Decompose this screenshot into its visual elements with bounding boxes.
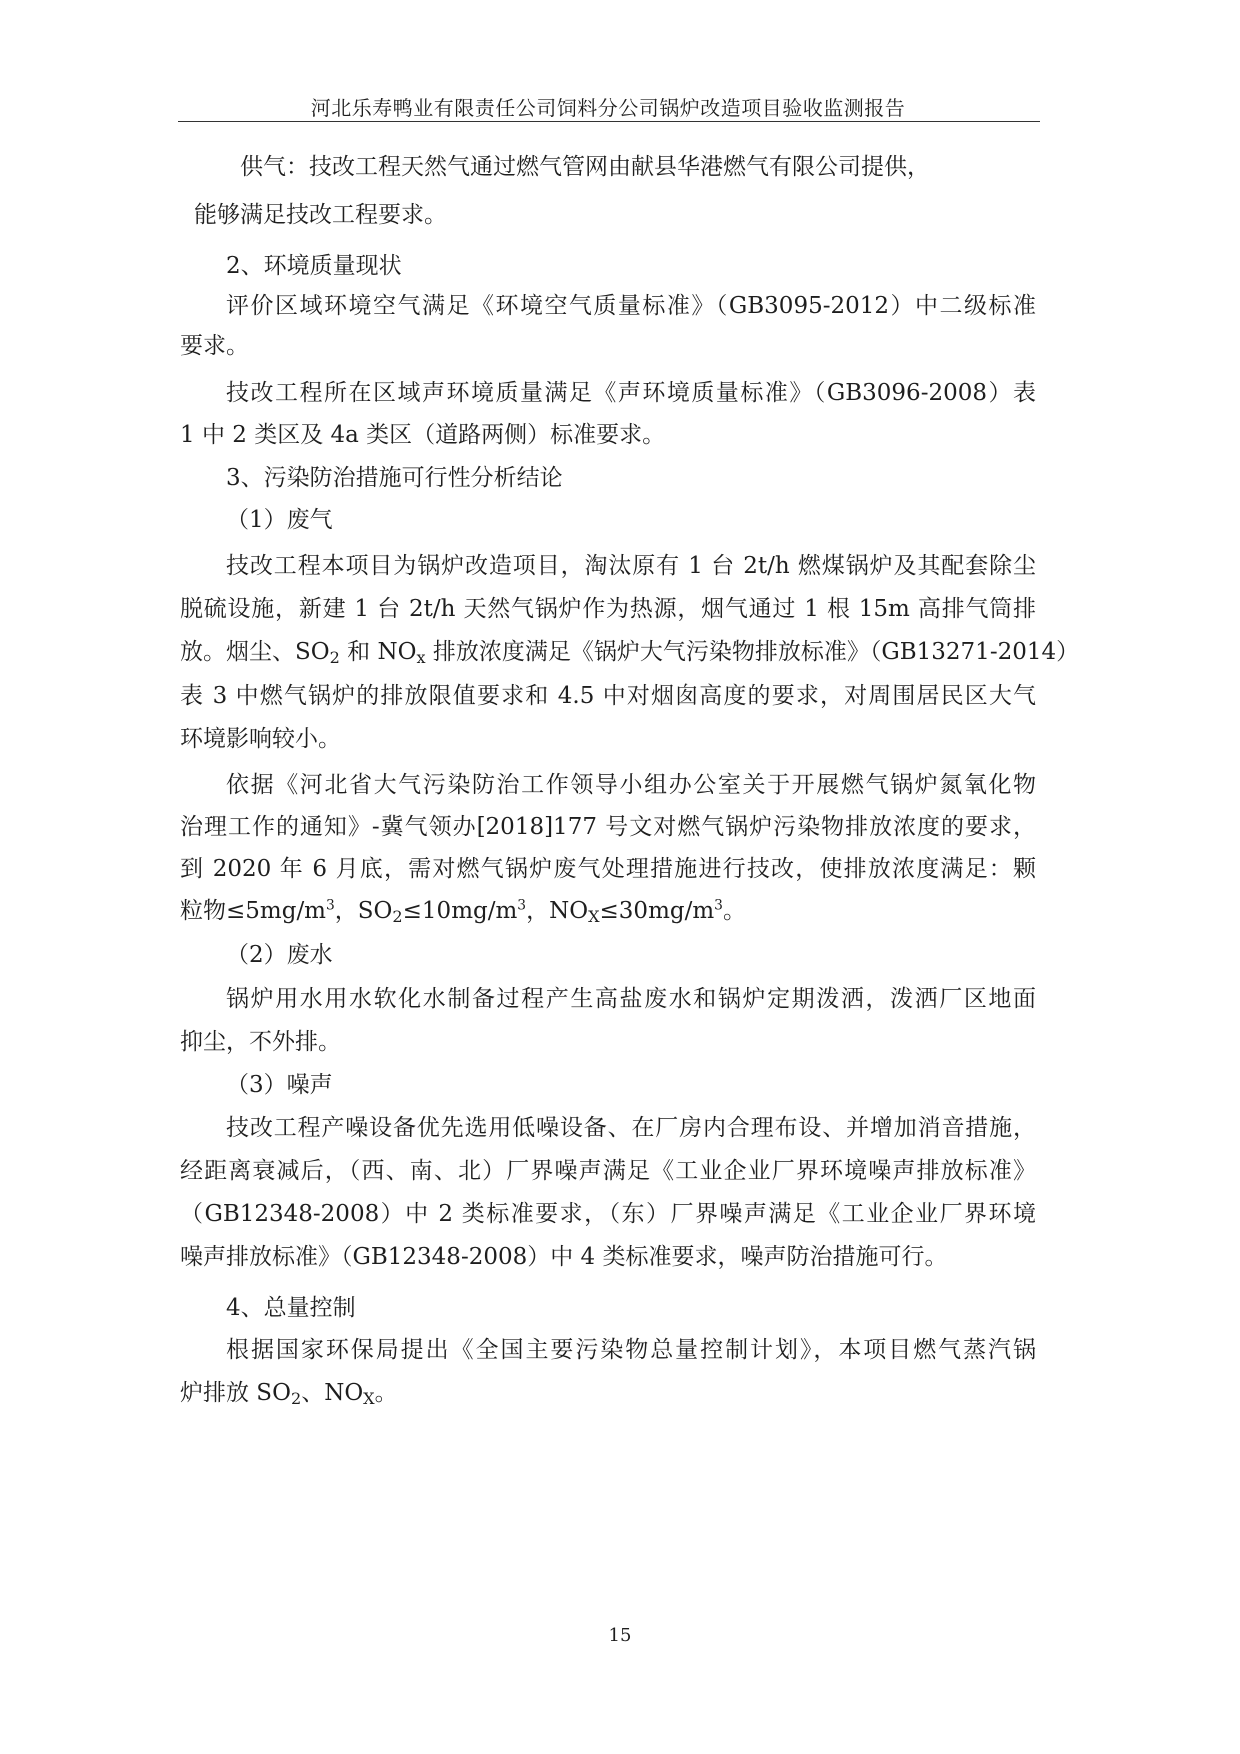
paragraph-regulation-1: 依据《河北省大气污染防治工作领导小组办公室关于开展燃气锅炉氮氧化物 (226, 772, 1036, 798)
paragraph-total-control-1: 根据国家环保局提出《全国主要污染物总量控制计划》，本项目燃气蒸汽锅 (226, 1337, 1036, 1363)
superscript: 3 (714, 897, 723, 914)
paragraph-noise-3: （GB12348-2008）中 2 类标准要求，（东）厂界噪声满足《工业企业厂界环境 (180, 1201, 1036, 1227)
paragraph-waste-water-2: 抑尘，不外排。 (180, 1029, 341, 1055)
text-span: 放。烟尘、SO (180, 639, 330, 665)
paragraph-waste-water-1: 锅炉用水用水软化水制备过程产生高盐废水和锅炉定期泼洒，泼洒厂区地面 (226, 986, 1036, 1012)
superscript: 3 (326, 897, 335, 914)
superscript: 3 (517, 897, 527, 914)
paragraph-air-quality: 评价区域环境空气满足《环境空气质量标准》（GB3095-2012）中二级标准 (226, 293, 1036, 319)
heading-waste-water: （2）废水 (226, 942, 333, 968)
heading-total-control: 4、总量控制 (226, 1295, 356, 1321)
paragraph-noise-quality-cont: 1 中 2 类区及 4a 类区（道路两侧）标准要求。 (180, 422, 666, 448)
text-span: 。 (374, 1380, 398, 1406)
paragraph-noise-quality: 技改工程所在区域声环境质量满足《声环境质量标准》（GB3096-2008）表 (226, 380, 1036, 406)
text-span: 和 NO (339, 639, 417, 665)
paragraph-noise-4: 噪声排放标准》（GB12348-2008）中 4 类标准要求，噪声防治措施可行。 (180, 1244, 948, 1270)
heading-noise: （3）噪声 (226, 1072, 333, 1098)
page-header-title: 河北乐寿鸭业有限责任公司饲料分公司锅炉改造项目验收监测报告 (310, 96, 906, 120)
paragraph-air-quality-cont: 要求。 (180, 333, 249, 359)
paragraph-regulation-4 (180, 892, 990, 926)
text-span: 排放浓度满足《锅炉大气污染物排放标准》（GB13271-2014） (425, 639, 1080, 665)
paragraph-total-control-2 (180, 1374, 990, 1408)
paragraph-gas-supply-cont: 能够满足技改工程要求。 (194, 202, 447, 228)
paragraph-regulation-3: 到 2020 年 6 月底，需对燃气锅炉废气处理措施进行技改，使排放浓度满足：颗 (180, 856, 1036, 882)
paragraph-waste-gas-3 (180, 633, 1080, 668)
text-span: 粒物≤5mg/m (180, 898, 326, 924)
paragraph-noise-2: 经距离衰减后，（西、南、北）厂界噪声满足《工业企业厂界环境噪声排放标准》 (180, 1158, 1036, 1184)
paragraph-waste-gas-4: 表 3 中燃气锅炉的排放限值要求和 4.5 中对烟囱高度的要求，对周围居民区大气 (180, 683, 1036, 709)
subscript: X (363, 1389, 375, 1409)
paragraph-gas-supply: 供气：技改工程天然气通过燃气管网由献县华港燃气有限公司提供， (240, 154, 930, 180)
subscript: 2 (290, 1389, 302, 1409)
paragraph-waste-gas-1: 技改工程本项目为锅炉改造项目，淘汰原有 1 台 2t/h 燃煤锅炉及其配套除尘 (226, 553, 1036, 579)
text-span: 炉排放 SO (180, 1380, 291, 1406)
subscript: 2 (392, 907, 403, 927)
paragraph-waste-gas-5: 环境影响较小。 (180, 726, 341, 752)
page-number: 15 (608, 1625, 632, 1646)
subscript: 2 (329, 648, 340, 668)
heading-waste-gas: （1）废气 (226, 507, 333, 533)
text-span: 。 (722, 898, 746, 924)
text-span: ≤10mg/m (402, 898, 518, 924)
heading-environment-status: 2、环境质量现状 (226, 253, 402, 279)
paragraph-waste-gas-2: 脱硫设施，新建 1 台 2t/h 天然气锅炉作为热源，烟气通过 1 根 15m 高排气筒排 (180, 596, 1036, 622)
subscript: X (588, 907, 600, 927)
text-span: ，NO (526, 898, 589, 924)
text-span: ，SO (334, 898, 393, 924)
paragraph-regulation-2: 治理工作的通知》-冀气领办[2018]177 号文对燃气锅炉污染物排放浓度的要求， (180, 814, 1036, 840)
subscript: x (416, 648, 426, 668)
paragraph-noise-1: 技改工程产噪设备优先选用低噪设备、在厂房内合理布设、并增加消音措施， (226, 1115, 1036, 1141)
text-span: 、NO (301, 1380, 364, 1406)
heading-pollution-control: 3、污染防治措施可行性分析结论 (226, 465, 563, 491)
text-span: ≤30mg/m (599, 898, 715, 924)
